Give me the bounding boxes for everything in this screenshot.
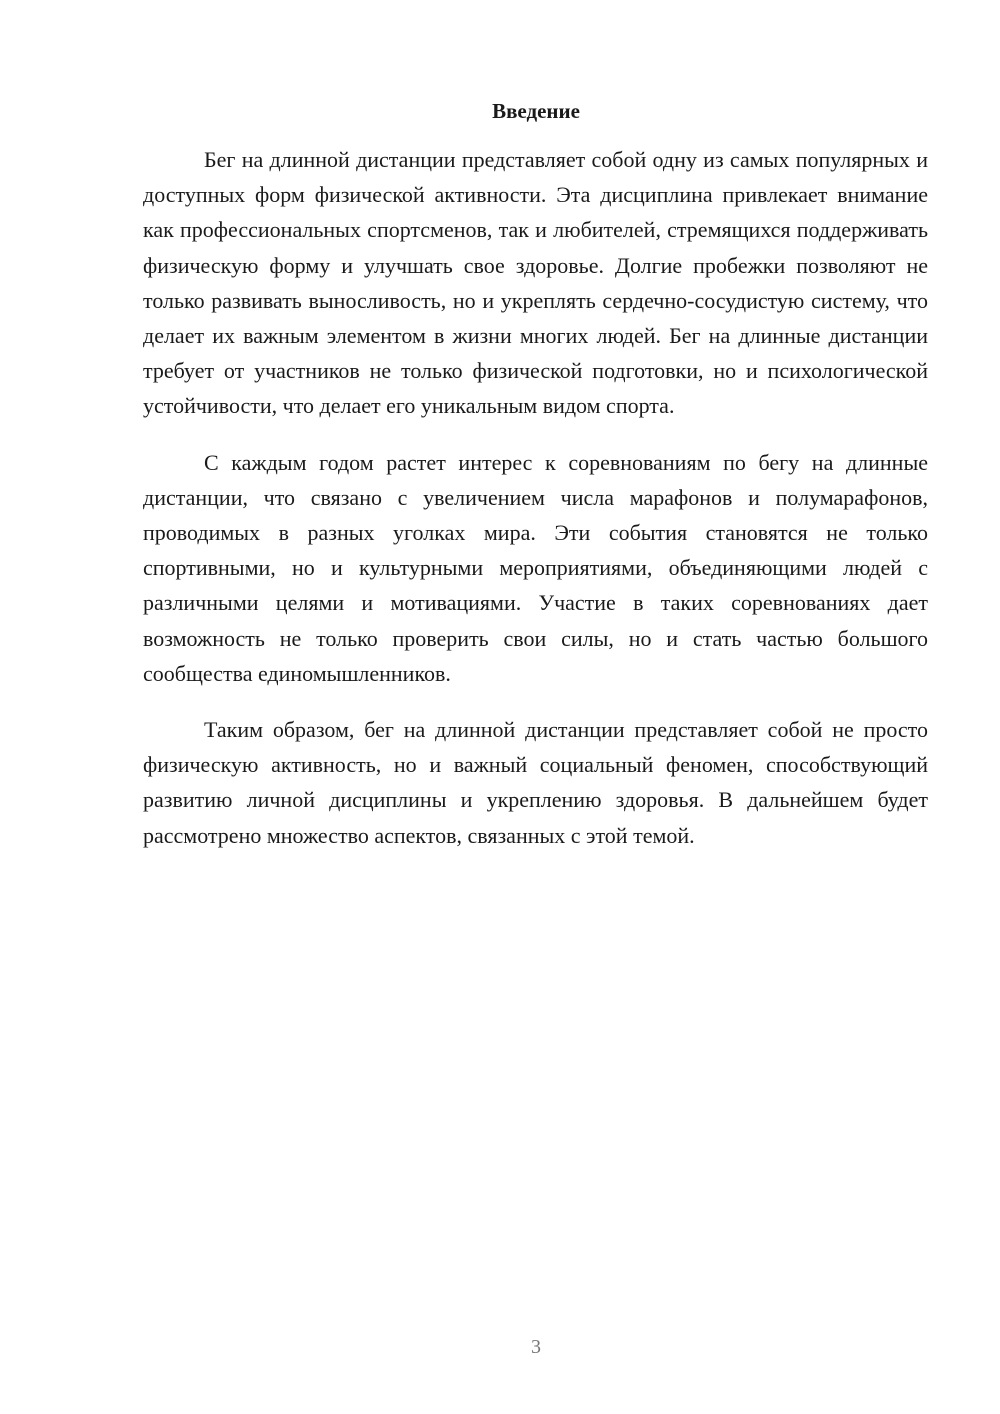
paragraph-3: Таким образом, бег на длинной дистанции представляет собой не просто физическую активность, но и важный социальный феномен, способствующий развитию личной дисциплины и укреплению здоровья. В дальнейшем будет рассмотрено множество аспектов, связанных с этой темой. bbox=[143, 717, 928, 848]
paragraph-2: С каждым годом растет интерес к соревнованиям по бегу на длинные дистанции, что связано с увеличением числа марафонов и полумарафонов, проводимых в разных уголках мира. Эти события становятся не только спортивными, но и культурными мероприятиями, объединяющими людей с различными целями и мотивациями. Участие в таких соревнованиях дает возможность не только проверить свои силы, но и стать частью большого сообщества единомышленников. bbox=[143, 449, 928, 686]
paragraph-1: Бег на длинной дистанции представляет собой одну из самых популярных и доступных форм физической активности. Эта дисциплина привлекает внимание как профессиональных спортсменов, так и любителей, стремящихся поддерживать физическую форму и улучшать свое здоровье. Долгие пробежки позволяют не только развивать выносливость, но и укреплять сердечно-сосудистую систему, что делает их важным элементом в жизни многих людей. Бег на длинные дистанции требует от участников не только физической подготовки, но и психологической устойчивости, что делает его уникальным видом спорта. bbox=[143, 147, 928, 419]
document-body bbox=[143, 142, 928, 874]
page-title: Введение bbox=[492, 99, 580, 123]
page-number: 3 bbox=[531, 1336, 541, 1358]
